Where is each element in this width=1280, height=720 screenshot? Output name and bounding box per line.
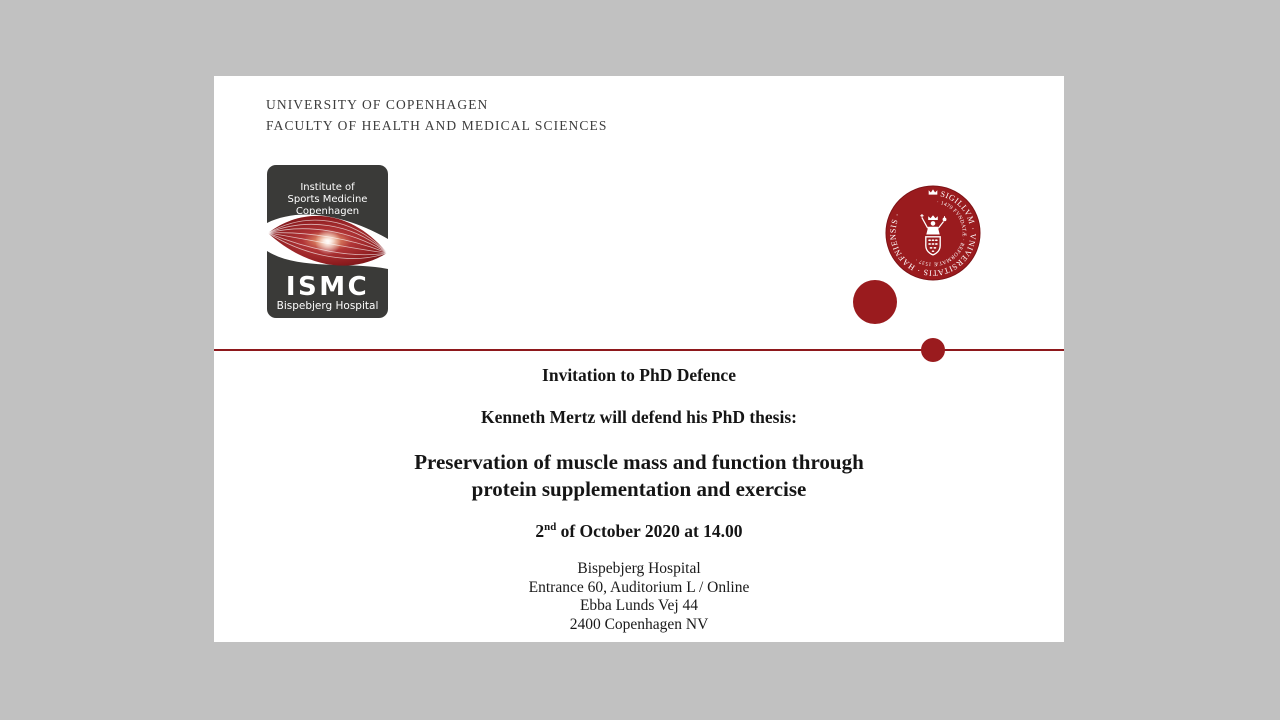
date-rest: of October 2020 at 14.00 (556, 521, 743, 541)
ismc-institute-line3: Copenhagen (295, 206, 360, 217)
seal-outer-ring-text: SIGILLVM · VNIVERSITATIS · HAFNIENSIS · (888, 189, 978, 278)
date-day: 2 (535, 521, 545, 541)
invitation-document (214, 76, 1064, 642)
venue-line: Bispebjerg Hospital (577, 560, 701, 577)
thesis-title: Preservation of muscle mass and function through protein supplementation and exercise (414, 450, 864, 501)
ismc-hospital: Bispebjerg Hospital (276, 300, 379, 312)
university-header (266, 94, 607, 136)
decorative-circle-large (853, 280, 897, 324)
decorative-circle-small (921, 338, 945, 362)
ismc-institute-line2: Sports Medicine (287, 194, 368, 205)
ismc-acronym: ISMC (285, 272, 370, 302)
seal-inner-ring-text: · 1479 FVNDATÆ · REFORMATÆ 1537 · (914, 199, 967, 267)
university-of-copenhagen-seal-icon (885, 185, 981, 281)
university-name: UNIVERSITY OF COPENHAGEN (266, 97, 489, 112)
venue-line: Entrance 60, Auditorium L / Online (528, 578, 750, 596)
date-ordinal: nd (544, 521, 557, 534)
ismc-institute-line1: Institute of (300, 182, 355, 193)
venue-block (214, 560, 1064, 634)
faculty-name: FACULTY OF HEALTH AND MEDICAL SCIENCES (266, 118, 608, 133)
defence-date (214, 521, 1064, 542)
candidate-line: Kenneth Mertz will defend his PhD thesis: (481, 407, 797, 427)
venue-line: 2400 Copenhagen NV (569, 615, 709, 633)
ismc-logo (267, 165, 388, 318)
invitation-heading: Invitation to PhD Defence (542, 365, 736, 385)
venue-line: Ebba Lunds Vej 44 (579, 597, 699, 614)
